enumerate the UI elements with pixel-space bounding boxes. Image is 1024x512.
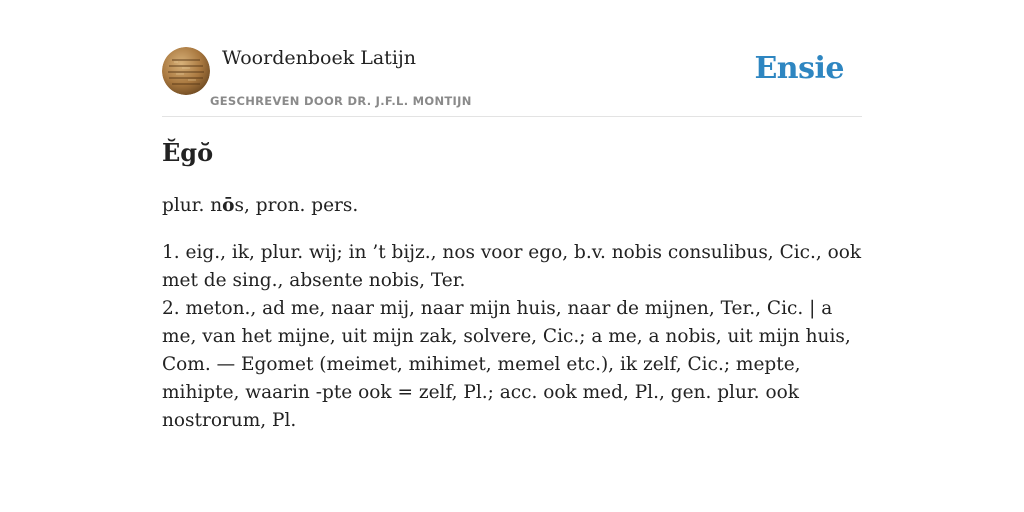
author-byline: GESCHREVEN DOOR DR. J.F.L. MONTIJN: [210, 94, 472, 108]
grammar-info: [162, 192, 358, 220]
sense-1: 1. eig., ik, plur. wij; in ’t bijz., nos voor ego, b.v. nobis consulibus, Cic., ook met de sing., absente nobis, Ter.: [162, 242, 862, 291]
entry-headword: Ĕgŏ: [162, 138, 214, 167]
page: [162, 0, 862, 431]
grammar-prefix: plur. n: [162, 195, 223, 216]
grammar-long-vowel: ō: [222, 195, 235, 216]
header: [162, 0, 862, 117]
sense-2: 2. meton., ad me, naar mij, naar mijn huis, naar de mijnen, Ter., Cic. | a me, van het mijne, uit mijn zak, solvere, Cic.; a me, a nobis, uit mijn huis, Com. — Egomet (meimet, mihimet, memel etc.), ik zelf, Cic.; mepte, mihipte, waarin -pte ook = zelf, Pl.; acc. ook med, Pl., gen. plur. ook nostrorum, Pl.: [162, 298, 851, 431]
latin-inscription-coin-icon[interactable]: [162, 47, 210, 95]
dictionary-title[interactable]: Woordenboek Latijn: [222, 47, 417, 69]
grammar-suffix: s, pron. pers.: [234, 195, 359, 216]
entry-definition: [162, 239, 862, 435]
ensie-logo-link[interactable]: Ensie: [754, 51, 844, 86]
